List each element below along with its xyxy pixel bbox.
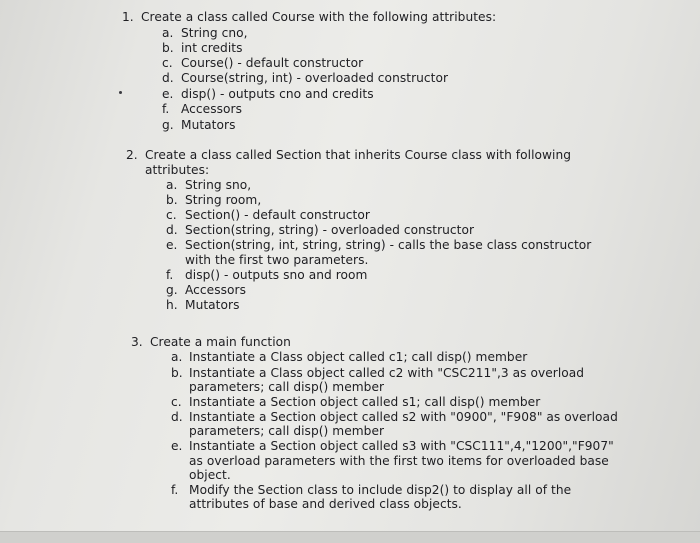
item-marker: g. [166,283,178,297]
item-marker: f. [171,483,179,497]
item-marker: b. [162,41,174,55]
list-item: String room, [185,193,262,207]
question-text-cont: attributes: [145,163,210,177]
list-item-cont: parameters; call disp() member [189,380,385,394]
question-text: Create a class called Course with the following attributes: [141,10,497,24]
item-marker: b. [171,366,183,380]
item-marker: a. [162,26,174,40]
list-item: disp() - outputs sno and room [185,268,368,282]
item-marker: b. [166,193,178,207]
item-marker: d. [162,71,174,85]
list-item: Mutators [185,298,240,312]
item-marker: d. [171,410,183,424]
page-bottom-edge [0,531,700,543]
item-marker: e. [162,87,174,101]
item-marker: c. [162,56,173,70]
list-item: Instantiate a Section object called s2 with "0900", "F908" as overload [189,410,618,424]
item-marker: f. [166,268,174,282]
item-marker: g. [162,118,174,132]
list-item: Section(string, string) - overloaded constructor [185,223,475,237]
list-item: Modify the Section class to include disp2() to display all of the [189,483,572,497]
list-item-cont: as overload parameters with the first two items for overloaded base [189,454,609,468]
list-item: Instantiate a Class object called c2 with "CSC211",3 as overload [189,366,585,380]
list-item: Instantiate a Section object called s1; call disp() member [189,395,541,409]
question-number: 3. [131,335,143,349]
list-item: int credits [181,41,243,55]
item-marker: f. [162,102,170,116]
item-marker: h. [166,298,178,312]
item-marker: e. [166,238,178,252]
question-number: 1. [122,10,134,24]
list-item: Instantiate a Section object called s3 with "CSC111",4,"1200","F907" [189,439,614,453]
item-marker: e. [171,439,183,453]
list-item: Accessors [185,283,246,297]
list-item: Section() - default constructor [185,208,370,222]
list-item-cont: with the first two parameters. [185,253,369,267]
list-item: Mutators [181,118,236,132]
question-text: Create a class called Section that inherits Course class with following [145,148,572,162]
item-marker: a. [166,178,178,192]
item-marker: c. [166,208,177,222]
list-item: String cno, [181,26,248,40]
item-marker: c. [171,395,182,409]
list-item: Accessors [181,102,242,116]
item-marker: a. [171,350,183,364]
list-item: Instantiate a Class object called c1; call disp() member [189,350,528,364]
item-marker: d. [166,223,178,237]
list-item-cont: object. [189,468,231,482]
list-item: Course(string, int) - overloaded constructor [181,71,449,85]
list-item: disp() - outputs cno and credits [181,87,374,101]
question-text: Create a main function [150,335,291,349]
list-item-cont: parameters; call disp() member [189,424,385,438]
stray-mark [119,91,122,94]
list-item-cont: attributes of base and derived class objects. [189,497,462,511]
question-number: 2. [126,148,138,162]
list-item: Course() - default constructor [181,56,364,70]
list-item: String sno, [185,178,252,192]
list-item: Section(string, int, string, string) - calls the base class constructor [185,238,592,252]
